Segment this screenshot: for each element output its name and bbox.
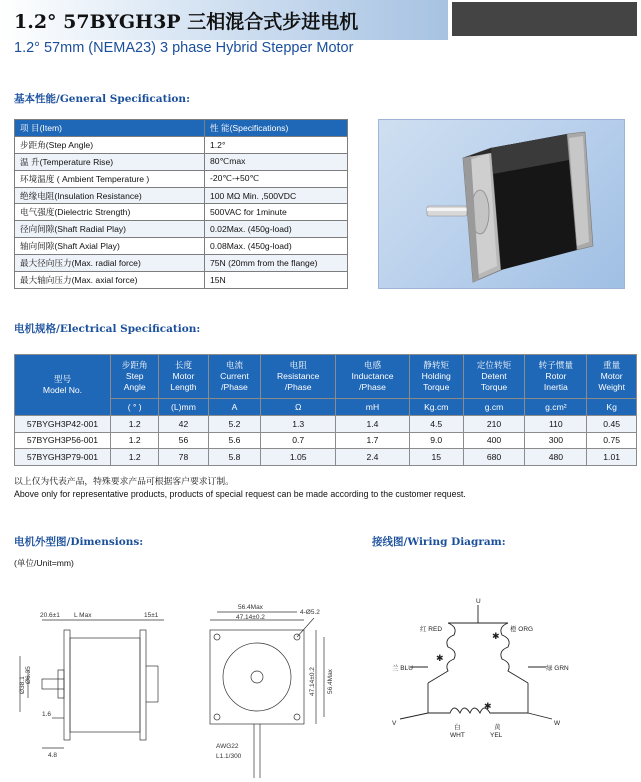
col-cn: 步距角 — [121, 360, 148, 370]
col-en2: Length — [170, 382, 197, 392]
table-cell: 56 — [159, 432, 208, 449]
col-header — [587, 355, 637, 399]
col-en2: Weight — [598, 382, 625, 392]
table-cell: 57BYGH3P56-001 — [15, 432, 111, 449]
wire-white-en: WHT — [450, 732, 465, 739]
general-spec-header-row — [15, 120, 348, 137]
table-cell: 300 — [525, 432, 587, 449]
table-cell: 15 — [409, 449, 463, 466]
table-cell: 1.4 — [336, 416, 410, 433]
table-cell: 110 — [525, 416, 587, 433]
col-header — [261, 355, 336, 399]
dim-56v: 56.4Max — [327, 669, 334, 694]
spec-value: 75N (20mm from the flange) — [205, 255, 348, 272]
dim-pilot: Ø38.1 — [19, 676, 26, 694]
table-cell: 1.05 — [261, 449, 336, 466]
wire-u: U — [476, 598, 481, 605]
table-row — [15, 153, 348, 170]
dim-47h: 47.14±0.2 — [236, 614, 265, 621]
general-spec-heading: 基本性能/General Specification: — [14, 93, 190, 105]
table-cell: 78 — [159, 449, 208, 466]
col-en1: Motor — [600, 371, 623, 381]
dim-holes: 4-Ø5.2 — [300, 609, 320, 616]
unit-cell: A — [208, 399, 261, 416]
spec-value: 15N — [205, 272, 348, 289]
spec-item: 步距角(Step Angle) — [15, 136, 205, 153]
table-cell: 57BYGH3P42-001 — [15, 416, 111, 433]
dim-56h: 56.4Max — [238, 604, 263, 611]
wire-yellow-en: YEL — [490, 732, 503, 739]
col-cn: 电感 — [363, 360, 382, 370]
dim-front: 15±1 — [144, 612, 159, 619]
col-header — [463, 355, 525, 399]
dim-47v: 47.14±0.2 — [309, 667, 316, 696]
table-cell: 1.2 — [111, 432, 159, 449]
col-en2: Torque — [480, 382, 508, 392]
col-item-header: 项 目(Item) — [15, 120, 205, 137]
col-cn: 转子惯量 — [538, 360, 574, 370]
spec-item: 轴向间隙(Shaft Axial Play) — [15, 238, 205, 255]
col-header — [111, 355, 159, 399]
table-cell: 5.8 — [208, 449, 261, 466]
table-cell: 0.7 — [261, 432, 336, 449]
table-cell: 210 — [463, 416, 525, 433]
table-cell: 480 — [525, 449, 587, 466]
col-en2: Inertia — [543, 382, 568, 392]
col-en2: /Phase — [284, 382, 312, 392]
unit-label: (单位/Unit=mm) — [14, 558, 74, 568]
table-row — [15, 272, 348, 289]
table-cell: 42 — [159, 416, 208, 433]
unit-cell: g.cm² — [525, 399, 587, 416]
table-cell: 9.0 — [409, 432, 463, 449]
electrical-spec-heading: 电机规格/Electrical Specification: — [14, 323, 201, 335]
wire-red: 红 RED — [420, 626, 443, 633]
col-en2: /Phase — [359, 382, 386, 392]
table-row — [15, 238, 348, 255]
col-cn: 静转矩 — [423, 360, 450, 370]
col-en1: Detent — [481, 371, 507, 381]
table-row — [15, 170, 348, 187]
table-cell: 5.6 — [208, 432, 261, 449]
model-header — [15, 355, 111, 416]
spec-value: 80℃max — [205, 153, 348, 170]
asterisk-icon: ✱ — [436, 653, 444, 663]
unit-cell: g.cm — [463, 399, 525, 416]
general-spec-table — [14, 119, 348, 289]
col-cn: 重量 — [603, 360, 621, 370]
dim-left: 20.6±1 — [40, 612, 60, 619]
unit-cell: mH — [336, 399, 410, 416]
col-cn: 定位转矩 — [476, 360, 512, 370]
spec-item: 最大径向压力(Max. radial force) — [15, 255, 205, 272]
note-cn: 以上仅为代表产品，特殊要求产品可根据客户要求订制。 — [14, 476, 234, 486]
col-header — [525, 355, 587, 399]
dim-shaft: Ø6.35 — [25, 666, 32, 684]
col-en2: Angle — [123, 382, 146, 392]
unit-cell: (L)mm — [159, 399, 208, 416]
table-row — [15, 432, 637, 449]
wiring-heading: 接线图/Wiring Diagram: — [372, 536, 506, 548]
dimensions-heading: 电机外型图/Dimensions: — [14, 536, 144, 548]
table-cell: 4.5 — [409, 416, 463, 433]
col-en1: Step — [125, 371, 144, 381]
col-en2: /Phase — [221, 382, 248, 392]
dim-l-max: L Max — [74, 612, 92, 619]
col-en1: Motor — [172, 371, 195, 381]
dim-awg: AWG22 — [216, 743, 239, 750]
unit-cell: Kg — [587, 399, 637, 416]
electrical-spec-table — [14, 354, 637, 466]
spec-item: 最大轴向压力(Max. axial force) — [15, 272, 205, 289]
unit-cell: Kg.cm — [409, 399, 463, 416]
stepper-motor-image — [379, 120, 626, 290]
col-cn: 电流 — [225, 360, 244, 370]
col-cn: 电阻 — [289, 360, 307, 370]
asterisk-icon: ✱ — [484, 701, 492, 711]
page-subtitle: 1.2° 57mm (NEMA23) 3 phase Hybrid Stepper Motor — [14, 40, 354, 56]
table-cell: 1.3 — [261, 416, 336, 433]
table-row — [15, 416, 637, 433]
wire-green: 绿 GRN — [546, 665, 569, 672]
note-en: Above only for representative products, products of special request can be made according to the customer request. — [14, 489, 466, 499]
wire-orange: 橙 ORG — [510, 626, 534, 633]
spec-value: 0.08Max. (450g-load) — [205, 238, 348, 255]
table-cell: 400 — [463, 432, 525, 449]
model-header-en: Model No. — [42, 385, 83, 395]
asterisk-icon: ✱ — [492, 631, 500, 641]
table-cell: 680 — [463, 449, 525, 466]
col-en1: Inductance — [351, 371, 394, 381]
table-cell: 1.2 — [111, 416, 159, 433]
table-cell: 0.75 — [587, 432, 637, 449]
unit-cell: Ω — [261, 399, 336, 416]
wire-white-cn: 白 — [454, 724, 461, 731]
table-row — [15, 221, 348, 238]
dimension-drawing — [14, 600, 344, 780]
col-header — [336, 355, 410, 399]
table-cell: 57BYGH3P79-001 — [15, 449, 111, 466]
col-cn: 长度 — [174, 360, 193, 370]
spec-item: 绝缘电阻(Insulation Resistance) — [15, 187, 205, 204]
table-row — [15, 136, 348, 153]
spec-item: 电气强度(Dielectric Strength) — [15, 204, 205, 221]
spec-item: 径向间隙(Shaft Radial Play) — [15, 221, 205, 238]
spec-item: 环境温度 ( Ambient Temperature ) — [15, 170, 205, 187]
spec-value: 500VAC for 1minute — [205, 204, 348, 221]
table-row — [15, 449, 637, 466]
col-en1: Current — [220, 371, 249, 381]
table-cell: 1.2 — [111, 449, 159, 466]
page-title: 1.2° 57BYGH3P 三相混合式步进电机 — [14, 11, 359, 33]
table-cell: 1.7 — [336, 432, 410, 449]
col-spec-header: 性 能(Specifications) — [205, 120, 348, 137]
col-en1: Rotor — [545, 371, 567, 381]
col-header — [409, 355, 463, 399]
wire-yellow-cn: 黄 — [494, 724, 501, 731]
spec-value: -20℃-+50℃ — [205, 170, 348, 187]
wire-v: V — [392, 720, 397, 727]
wire-blue: 兰 BLU — [392, 665, 413, 672]
wiring-diagram — [380, 595, 590, 745]
spec-item: 温 升(Temperature Rise) — [15, 153, 205, 170]
col-en2: Torque — [423, 382, 450, 392]
dim-16: 1.6 — [42, 711, 52, 718]
col-header — [159, 355, 208, 399]
table-cell: 5.2 — [208, 416, 261, 433]
spec-value: 1.2° — [205, 136, 348, 153]
model-header-cn: 型号 — [53, 374, 72, 384]
header-dark-box — [452, 2, 637, 36]
table-row — [15, 255, 348, 272]
col-header — [208, 355, 261, 399]
spec-value: 100 MΩ Min. ,500VDC — [205, 187, 348, 204]
wire-w: W — [554, 720, 561, 727]
electrical-header-row — [15, 355, 637, 399]
table-cell: 1.01 — [587, 449, 637, 466]
col-en1: Resistance — [276, 371, 320, 381]
unit-cell: ( ° ) — [111, 399, 159, 416]
spec-value: 0.02Max. (450g-load) — [205, 221, 348, 238]
dim-48: 4.8 — [48, 752, 58, 759]
table-row — [15, 204, 348, 221]
motor-photo — [378, 119, 625, 289]
table-cell: 0.45 — [587, 416, 637, 433]
table-row — [15, 187, 348, 204]
table-cell: 2.4 — [336, 449, 410, 466]
dim-len: L1.1/300 — [216, 753, 242, 760]
col-en1: Holding — [421, 371, 451, 381]
